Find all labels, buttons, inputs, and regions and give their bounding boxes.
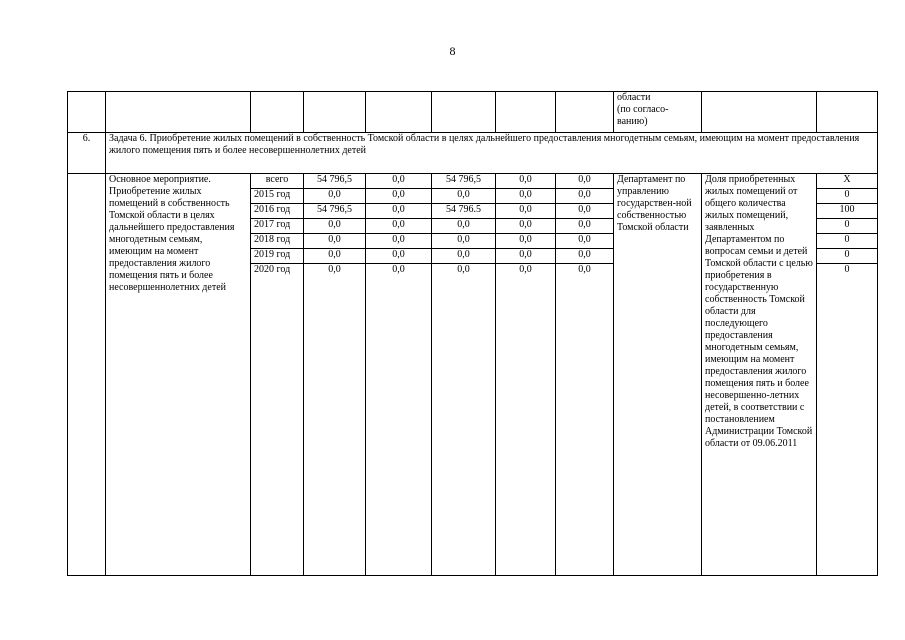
cell bbox=[496, 92, 556, 133]
value-cell: 0,0 bbox=[366, 234, 432, 249]
value-cell: 0,0 bbox=[304, 219, 366, 234]
value-cell: 0,0 bbox=[496, 219, 556, 234]
year-cell: 2019 год bbox=[251, 249, 304, 264]
value-cell: 0,0 bbox=[304, 249, 366, 264]
page-number: 8 bbox=[449, 44, 456, 58]
cell bbox=[702, 92, 817, 133]
value-cell: 0,0 bbox=[432, 219, 496, 234]
executor-cell: Департамент по управлению государствен-ной собственностью Томской области bbox=[614, 174, 702, 576]
task-text: Задача 6. Приобретение жилых помещений в собственность Томской области в целях дальнейшего предоставления многодетным семьям, имеющим на момент предоставления жилого помещения пять и более несовершеннолетних детей bbox=[106, 133, 878, 174]
value-cell: 54 796,5 bbox=[432, 174, 496, 189]
indicator-value: X bbox=[817, 174, 878, 189]
cell bbox=[556, 92, 614, 133]
table-row bbox=[68, 174, 878, 189]
indicator-cell: Доля приобретенных жилых помещений от общего количества жилых помещений, заявленных Департаментом по вопросам семьи и детей Томской области с целью приобретения в государственную собственность Томской области для последующего предоставления многодетным семьям, имеющим на момент предоставления жилого помещения пять и более несовершенно-летних детей, в соответствии с постановлением Администрации Томской области от 09.06.2011 bbox=[702, 174, 817, 576]
measure-name: Основное мероприятие. Приобретение жилых помещений в собственность Томской области в целях дальнейшего предоставления многодетным семьям, имеющим на момент предоставления жилого помещения пять и более несовершеннолетних детей bbox=[106, 174, 251, 576]
cell bbox=[106, 92, 251, 133]
task-row bbox=[68, 133, 878, 174]
value-cell: 0,0 bbox=[496, 264, 556, 576]
table-row bbox=[68, 92, 878, 133]
year-cell: 2015 год bbox=[251, 189, 304, 204]
task-number: 6. bbox=[68, 133, 106, 174]
year-cell: всего bbox=[251, 174, 304, 189]
value-cell: 0,0 bbox=[556, 189, 614, 204]
value-cell: 0,0 bbox=[366, 219, 432, 234]
year-cell: 2018 год bbox=[251, 234, 304, 249]
cell bbox=[304, 92, 366, 133]
value-cell: 0,0 bbox=[496, 189, 556, 204]
value-cell: 0,0 bbox=[366, 249, 432, 264]
program-table bbox=[67, 91, 878, 576]
indicator-value: 0 bbox=[817, 219, 878, 234]
indicator-value: 0 bbox=[817, 249, 878, 264]
value-cell: 0,0 bbox=[556, 174, 614, 189]
value-cell: 0,0 bbox=[366, 264, 432, 576]
indicator-value: 0 bbox=[817, 234, 878, 249]
cell bbox=[251, 92, 304, 133]
cell bbox=[68, 92, 106, 133]
value-cell: 0,0 bbox=[556, 204, 614, 219]
year-cell: 2020 год bbox=[251, 264, 304, 576]
value-cell: 0,0 bbox=[432, 189, 496, 204]
value-cell: 0,0 bbox=[304, 264, 366, 576]
value-cell: 54 796,5 bbox=[304, 174, 366, 189]
value-cell: 0,0 bbox=[366, 174, 432, 189]
value-cell: 0,0 bbox=[496, 234, 556, 249]
indicator-value: 0 bbox=[817, 264, 878, 576]
value-cell: 0,0 bbox=[432, 234, 496, 249]
value-cell: 0,0 bbox=[496, 174, 556, 189]
value-cell: 54 796,5 bbox=[304, 204, 366, 219]
value-cell: 0,0 bbox=[432, 264, 496, 576]
cell bbox=[366, 92, 432, 133]
value-cell: 0,0 bbox=[496, 204, 556, 219]
cell bbox=[432, 92, 496, 133]
indicator-value: 100 bbox=[817, 204, 878, 219]
value-cell: 0,0 bbox=[556, 219, 614, 234]
value-cell: 0,0 bbox=[556, 249, 614, 264]
partner-cell: области (по согласо- ванию) bbox=[614, 92, 702, 133]
value-cell: 0,0 bbox=[556, 264, 614, 576]
value-cell: 0,0 bbox=[304, 189, 366, 204]
value-cell: 0,0 bbox=[556, 234, 614, 249]
year-cell: 2016 год bbox=[251, 204, 304, 219]
cell bbox=[817, 92, 878, 133]
value-cell: 0,0 bbox=[366, 189, 432, 204]
value-cell: 54 796.5 bbox=[432, 204, 496, 219]
cell bbox=[68, 174, 106, 576]
value-cell: 0,0 bbox=[304, 234, 366, 249]
value-cell: 0,0 bbox=[496, 249, 556, 264]
year-cell: 2017 год bbox=[251, 219, 304, 234]
value-cell: 0,0 bbox=[366, 204, 432, 219]
value-cell: 0,0 bbox=[432, 249, 496, 264]
indicator-value: 0 bbox=[817, 189, 878, 204]
